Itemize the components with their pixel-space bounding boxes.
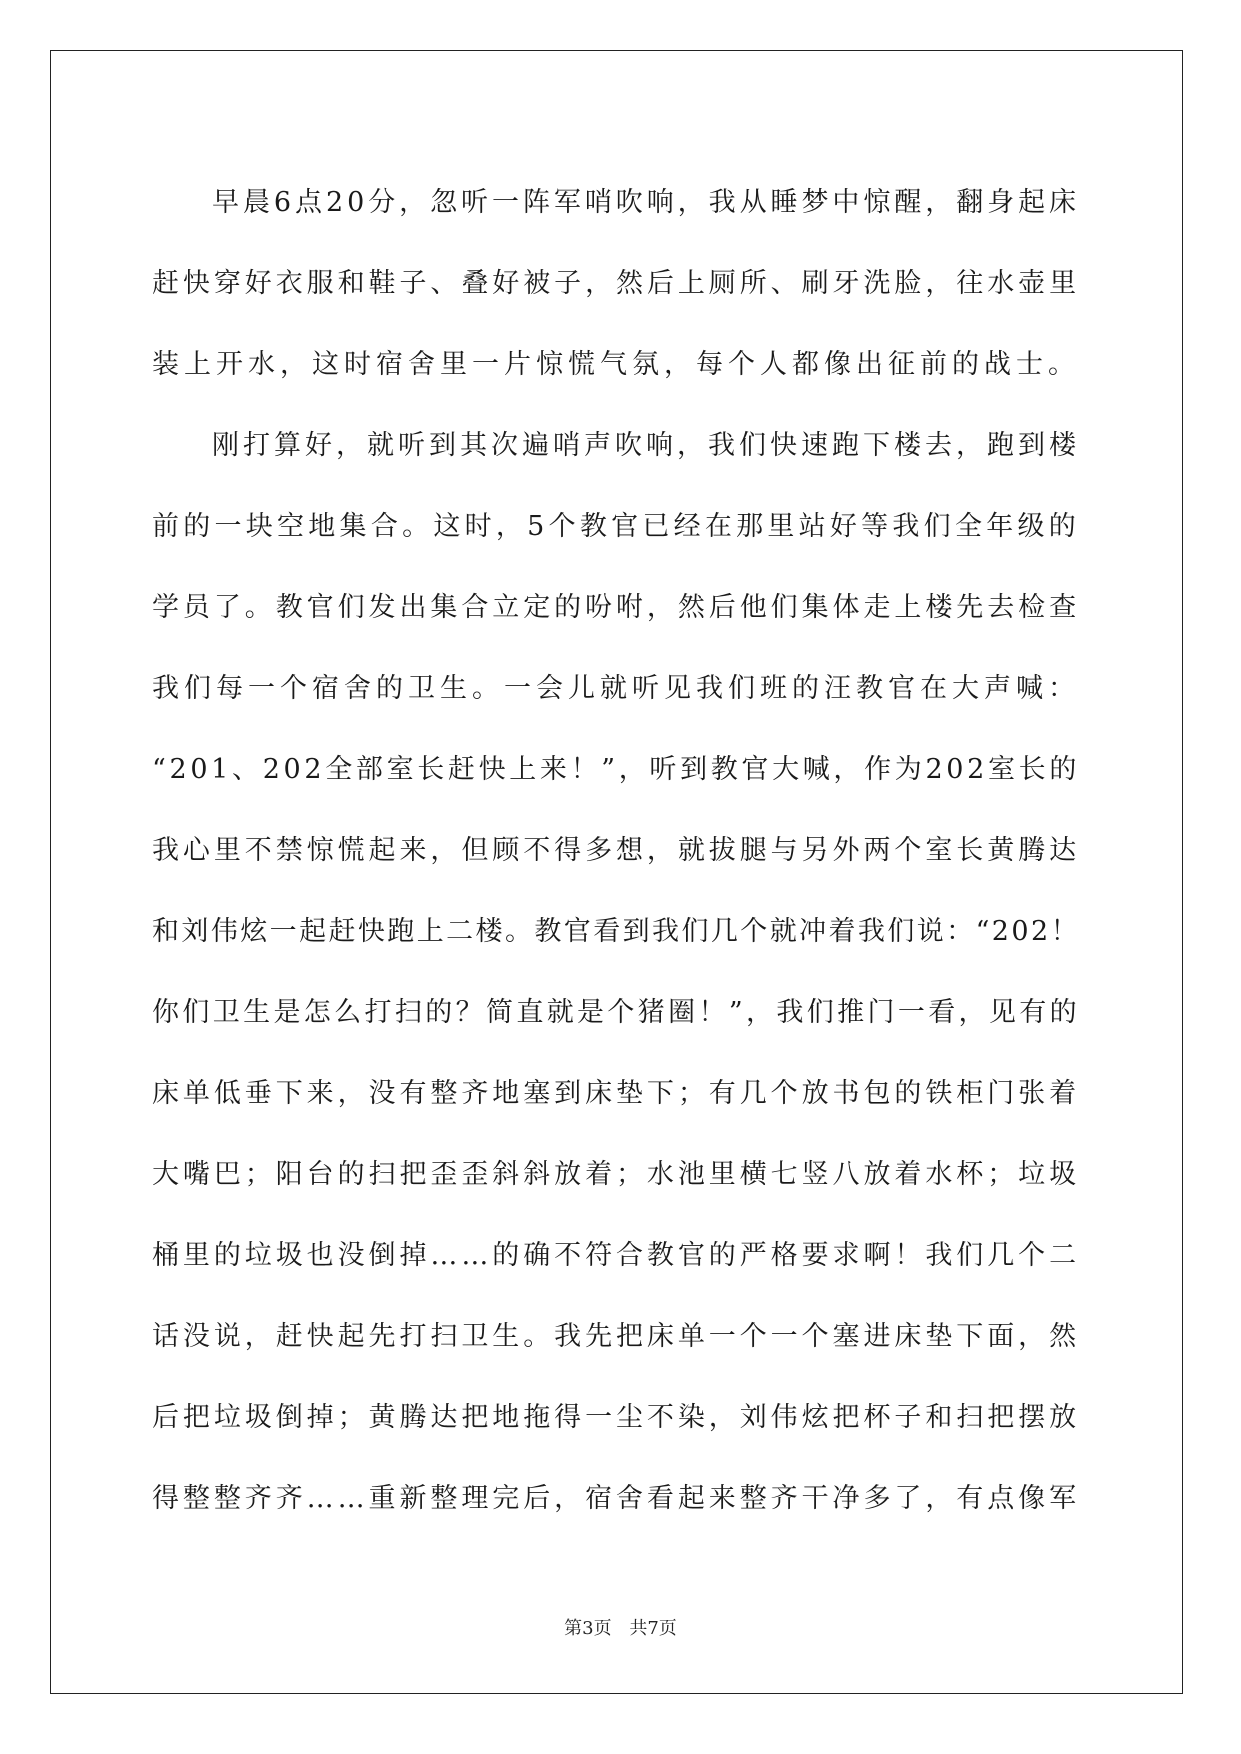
paragraph-line: 前的一块空地集合。这时，5个教官已经在那里站好等我们全年级的 xyxy=(152,511,1080,542)
paragraph-line: 我心里不禁惊慌起来，但顾不得多想，就拔腿与另外两个室长黄腾达 xyxy=(152,835,1080,866)
paragraph-line: 刚打算好，就听到其次遍哨声吹响，我们快速跑下楼去，跑到楼 xyxy=(212,430,1080,461)
page-number: 第3页 xyxy=(564,1618,612,1639)
paragraph-line: 话没说，赶快起先打扫卫生。我先把床单一个一个塞进床垫下面，然 xyxy=(152,1321,1080,1352)
paragraph-line: 床单低垂下来，没有整齐地塞到床垫下；有几个放书包的铁柜门张着 xyxy=(152,1078,1080,1109)
paragraph-line: 后把垃圾倒掉；黄腾达把地拖得一尘不染，刘伟炫把杯子和扫把摆放 xyxy=(152,1402,1080,1433)
paragraph-line: 我们每一个宿舍的卫生。一会儿就听见我们班的汪教官在大声喊： xyxy=(152,673,1080,704)
paragraph-line: 和刘伟炫一起赶快跑上二楼。教官看到我们几个就冲着我们说：“202！ xyxy=(152,916,1080,947)
paragraph-line: 赶快穿好衣服和鞋子、叠好被子，然后上厕所、刷牙洗脸，往水壶里 xyxy=(152,268,1080,299)
paragraph-line: 大嘴巴；阳台的扫把歪歪斜斜放着；水池里横七竖八放着水杯；垃圾 xyxy=(152,1159,1080,1190)
paragraph-1 xyxy=(152,162,1080,405)
paragraph-line: “201、202全部室长赶快上来！”，听到教官大喊，作为202室长的 xyxy=(152,754,1080,785)
paragraph-line: 得整整齐齐……重新整理完后，宿舍看起来整齐干净多了，有点像军 xyxy=(152,1483,1080,1514)
paragraph-line: 早晨6点20分，忽听一阵军哨吹响，我从睡梦中惊醒，翻身起床 xyxy=(212,187,1080,218)
page-footer xyxy=(0,1614,1241,1640)
paragraph-line: 你们卫生是怎么打扫的？简直就是个猪圈！”，我们推门一看，见有的 xyxy=(152,997,1080,1028)
page-total: 共7页 xyxy=(629,1618,677,1639)
paragraph-line: 学员了。教官们发出集合立定的吩咐，然后他们集体走上楼先去检查 xyxy=(152,592,1080,623)
paragraph-line: 装上开水，这时宿舍里一片惊慌气氛，每个人都像出征前的战士。 xyxy=(152,349,1080,380)
document-body xyxy=(152,162,1080,1539)
paragraph-2 xyxy=(152,405,1080,1539)
paragraph-line: 桶里的垃圾也没倒掉……的确不符合教官的严格要求啊！我们几个二 xyxy=(152,1240,1080,1271)
